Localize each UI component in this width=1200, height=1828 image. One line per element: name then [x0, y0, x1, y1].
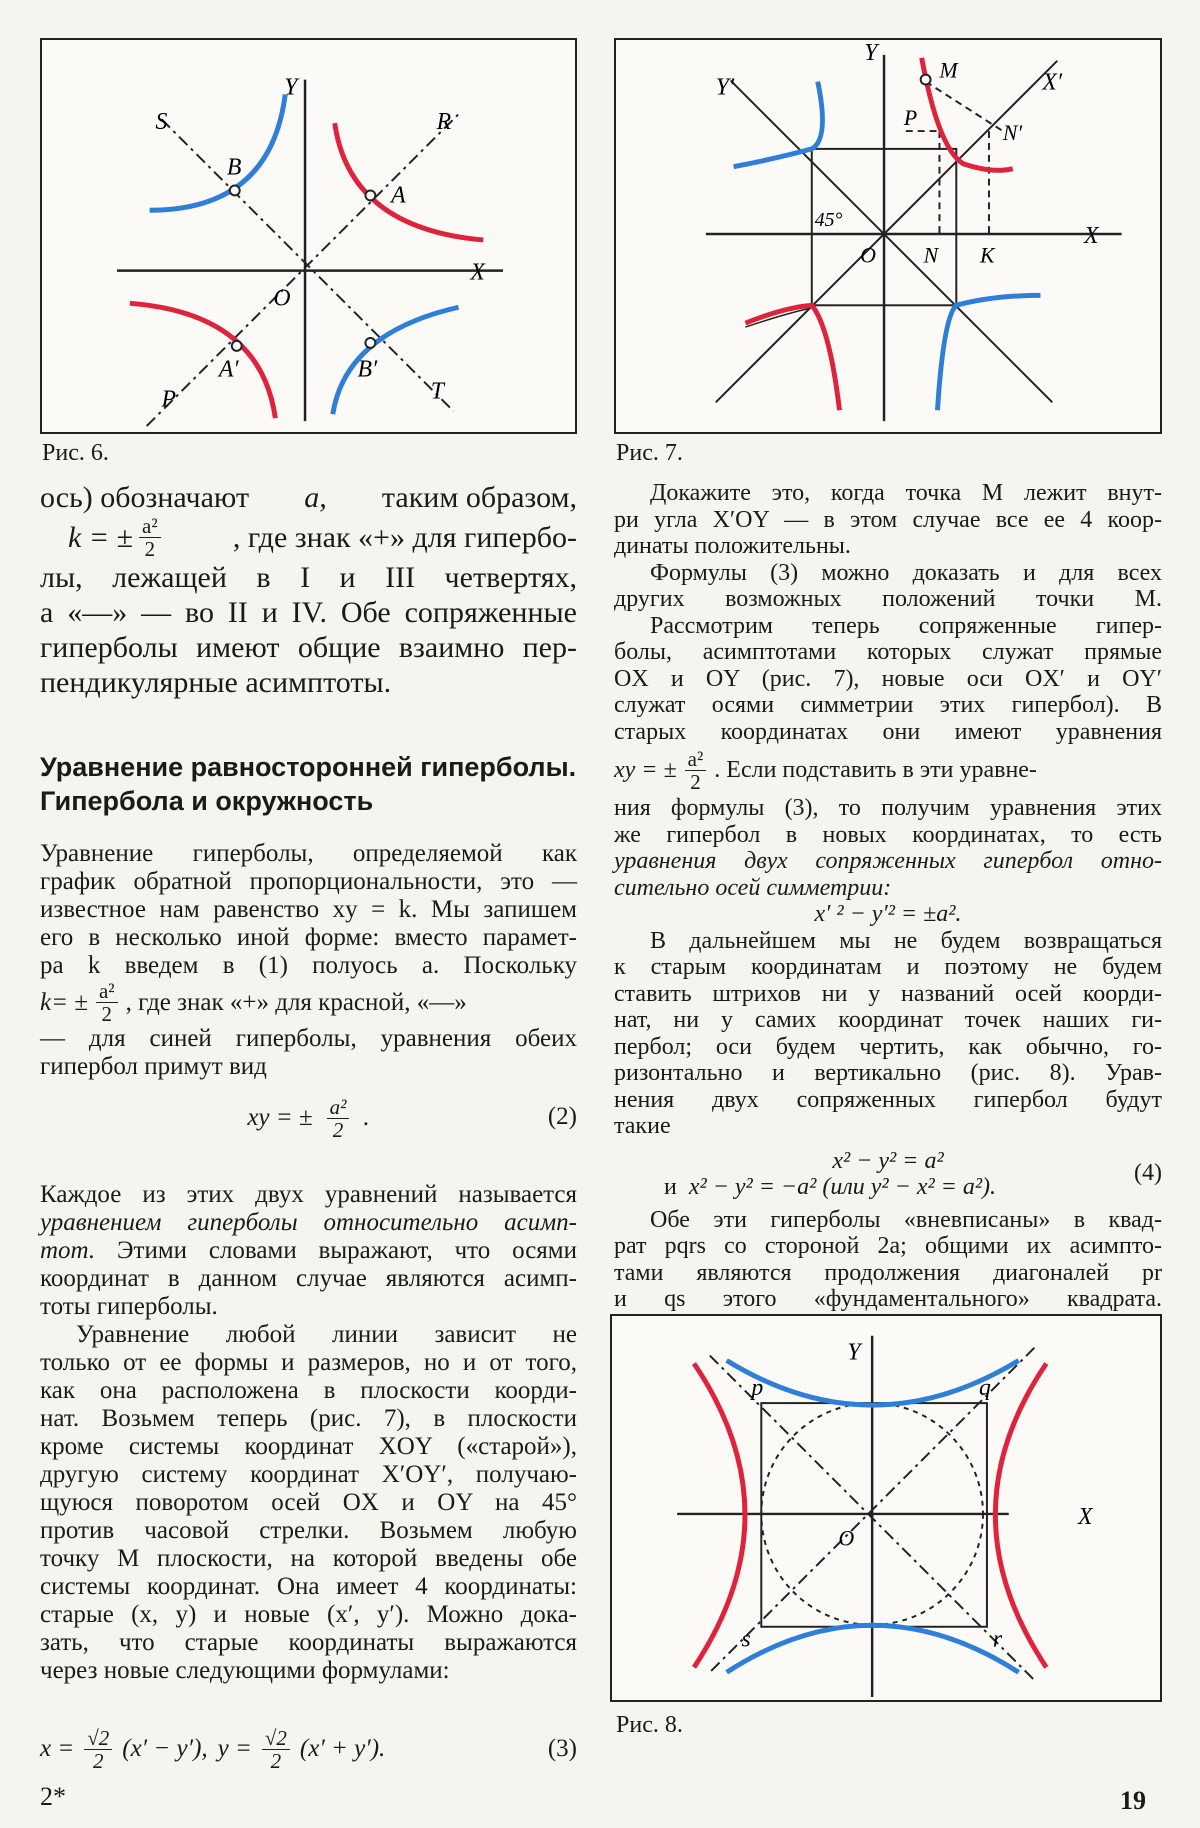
formula-k: k = ±: [68, 521, 134, 554]
figure-6-drawing: [42, 40, 575, 432]
eq3-x: x =: [40, 1735, 75, 1762]
text-line: нат, ни у самих координат точек наших ги-: [614, 1007, 1162, 1033]
point-a: [365, 190, 375, 200]
text-fragment: Этими словами выражают, что осями: [117, 1237, 577, 1264]
formula-xy: xy = ±: [614, 756, 677, 783]
text-line: Формулы (3) можно доказать и для всех: [650, 559, 1162, 586]
text-line: лы, лежащей в I и III четвертях,: [40, 561, 577, 594]
eq2-lhs: xy = ±: [247, 1104, 313, 1131]
page-number: 19: [1120, 1786, 1146, 1815]
eq3-y-rhs: (x′ + y′).: [299, 1735, 386, 1762]
text-line: ризонтально и вертикально (рис. 8). Урав-: [614, 1060, 1162, 1086]
heading-line-1: Уравнение равносторонней гиперболы.: [40, 752, 577, 782]
fraction-num: a²: [685, 748, 707, 771]
text-line: а «—» — во II и IV. Обе сопряженные: [40, 596, 577, 629]
fraction-den: 2: [144, 537, 156, 561]
fraction: [84, 1727, 112, 1772]
label-angle: 45°: [814, 209, 843, 232]
text-line: график обратной пропорциональности, это —: [40, 868, 577, 895]
label-o: O: [838, 1526, 855, 1551]
text-line: точку M плоскости, на которой введены обе: [40, 1545, 577, 1572]
eq4-line-1: x² − y² = a²: [832, 1147, 944, 1174]
fraction: [327, 1096, 350, 1141]
label-x-prime: X′: [1042, 69, 1063, 96]
label-b-prime: B′: [357, 356, 378, 383]
red-branch-1: [922, 58, 1013, 171]
text-line: a,: [304, 481, 327, 514]
text-line: Уравнение любой линии зависит не: [76, 1321, 577, 1348]
red-branch-left: [694, 1364, 745, 1668]
text-line: Уравнение гиперболы, определяемой как: [40, 840, 577, 867]
label-n-prime: N′: [1002, 120, 1023, 145]
point-a-prime: [232, 341, 242, 351]
fraction: [96, 980, 118, 1025]
left-paragraph-1: [40, 480, 577, 700]
equation-4: [614, 1148, 1162, 1201]
label-x: X: [470, 259, 485, 286]
fraction-num: a²: [139, 515, 161, 538]
label-p: p: [751, 1375, 764, 1402]
label-x: X: [1078, 1503, 1093, 1530]
point-b-prime: [365, 338, 375, 348]
point-b: [230, 186, 240, 196]
left-column: [40, 480, 577, 1779]
figure-8: [610, 1314, 1162, 1702]
text-line: сительно осей симметрии:: [614, 874, 892, 901]
left-paragraph-4: [40, 1321, 577, 1685]
text-line: Обе эти гиперболы «вневписаны» в квад-: [650, 1206, 1162, 1233]
fraction-num: a²: [327, 1096, 350, 1119]
label-p: P: [903, 106, 918, 131]
eq4-and: и: [664, 1174, 677, 1200]
label-y: Y: [864, 40, 878, 66]
label-x: X: [1084, 222, 1099, 249]
text-line: служат осями симметрии этих гипербол). В: [614, 692, 1162, 718]
text-line: пербол; оси будем чертить, как обычно, го-: [614, 1033, 1162, 1060]
text-line: щуюся поворотом осей OX и OY на 45°: [40, 1489, 577, 1516]
text-line: такие: [614, 1113, 671, 1139]
text-line: другую систему координат X′OY′, получаю-: [40, 1461, 577, 1488]
text-line: OX и OY (рис. 7), новые оси OX′ и OY′: [614, 665, 1162, 692]
text-line: В дальнейшем мы не будем возвращаться: [650, 927, 1162, 954]
label-s: s: [741, 1626, 751, 1653]
label-y-prime: Y′: [715, 74, 735, 101]
text-line: — для синей гиперболы, уравнения обеих: [40, 1025, 577, 1052]
text-line: старые (x, y) и новые (x′, y′). Можно дока-: [40, 1601, 577, 1628]
text-line: , где знак «+» для гипербо-: [232, 521, 577, 554]
fraction: [139, 515, 161, 560]
text-line: . Если подставить в эти уравне-: [714, 756, 1037, 783]
equation-number: (2): [547, 1103, 577, 1130]
blue-branch-4: [937, 295, 1040, 410]
text-line: нения двух сопряженных гипербол будут: [614, 1086, 1162, 1113]
text-line: ось) обозначают: [40, 481, 250, 514]
label-r: R: [436, 109, 452, 136]
section-heading: [40, 750, 577, 818]
label-n: N: [923, 243, 939, 268]
figure-7-caption: Рис. 7.: [616, 440, 683, 466]
label-a: A: [391, 182, 406, 209]
text-line: зать, что старые координаты выражаются: [40, 1629, 577, 1656]
label-a-prime: A′: [218, 356, 239, 383]
label-r: r: [992, 1626, 1003, 1653]
red-branch-1: [335, 123, 483, 240]
text-line: болы, асимптотами которых служат прямые: [614, 639, 1162, 665]
label-s: S: [155, 109, 168, 136]
label-t: T: [430, 378, 444, 405]
text-line: системы координат. Она имеет 4 координаты:: [40, 1573, 577, 1600]
text-line: Каждое из этих двух уравнений называется: [40, 1181, 577, 1208]
equation-hyperbolas-axes: x′ ² − y′² = ±a².: [814, 901, 962, 927]
label-y: Y: [847, 1339, 861, 1366]
figure-6-caption: Рис. 6.: [42, 440, 109, 466]
text-line: тами являются продолжения диагоналей pr: [614, 1259, 1162, 1286]
eq3-y: y =: [217, 1735, 252, 1762]
heading-line-2: Гипербола и окружность: [40, 786, 374, 816]
right-paragraph-1: [614, 480, 1162, 560]
equation-number: (3): [547, 1735, 577, 1762]
text-line: гипербол примут вид: [40, 1053, 267, 1080]
fraction-den: 2: [270, 1748, 282, 1773]
label-p: P: [161, 386, 177, 413]
fraction-den: 2: [332, 1117, 344, 1142]
text-line: ставить штрихов ни у названий осей коорди-: [614, 980, 1162, 1007]
label-q: q: [979, 1375, 991, 1402]
blue-branch-2: [150, 94, 286, 210]
text-line: только от ее формы и размеров, но и от того,: [40, 1349, 577, 1376]
fraction: [262, 1727, 290, 1772]
label-k: K: [980, 243, 995, 268]
text-line: , где знак «+» для красной, «—»: [125, 988, 467, 1016]
footer-signature: 2*: [40, 1782, 66, 1811]
right-paragraph-2: [614, 560, 1162, 613]
text-line: рат pqrs со стороной 2a; общими их асимпто-: [614, 1233, 1162, 1259]
text-line: Рассмотрим теперь сопряженные гипер-: [650, 612, 1162, 639]
point-m: [921, 75, 931, 85]
left-paragraph-2: [40, 840, 577, 1081]
red-branch-right: [992, 1364, 1046, 1668]
fraction-den: 2: [92, 1748, 104, 1773]
text-line: известное нам равенство xy = k. Мы запишем: [40, 896, 577, 923]
text-line: Докажите это, когда точка M лежит внут-: [650, 480, 1162, 506]
equation-number: (4): [1134, 1159, 1162, 1186]
figure-7: [614, 38, 1162, 434]
text-line: нат. Возьмем теперь (рис. 7), в плоскости: [40, 1405, 577, 1432]
axis-x-prime: [716, 58, 1058, 403]
text-line: уравнением гиперболы относительно асимп-: [40, 1209, 577, 1236]
right-paragraph-3: [614, 613, 1162, 928]
label-y: Y: [284, 74, 298, 101]
text-line: против часовой стрелки. Возьмем любую: [40, 1517, 577, 1544]
figure-7-drawing: [616, 40, 1160, 432]
right-paragraph-4: [614, 928, 1162, 1140]
text-line: таким образом,: [381, 481, 577, 514]
text-line: и qs этого «фундаментального» квадрата.: [614, 1286, 1162, 1312]
text-line: ра k введем в (1) полуось a. Поскольку: [40, 952, 577, 979]
text-line: ри угла X′OY — в этом случае все ее 4 коор-: [614, 506, 1162, 533]
blue-branch-2: [734, 82, 823, 167]
fraction-den: 2: [690, 769, 701, 794]
text-line: уравнения двух сопряженных гипербол отно-: [614, 848, 1162, 874]
text-line: тоты гиперболы.: [40, 1293, 218, 1320]
text-line: к старым координатам и поэтому не будем: [614, 954, 1162, 980]
text-line: через новые следующими формулами:: [40, 1657, 450, 1684]
equation-2: [40, 1089, 577, 1147]
label-m: M: [939, 58, 958, 83]
figure-8-caption: Рис. 8.: [616, 1712, 683, 1738]
text-line: его в несколько иной форме: вместо парамет-: [40, 924, 577, 951]
eq3-x-rhs: (x′ − y′),: [122, 1735, 208, 1762]
label-o: O: [860, 243, 877, 268]
text-line: кроме системы координат XOY («старой»),: [40, 1433, 577, 1460]
text-line: как она расположена в плоскости коорди-: [40, 1377, 577, 1404]
figure-6: [40, 38, 577, 434]
right-paragraph-5: [614, 1207, 1162, 1313]
text-line: старых координатах они имеют уравнения: [614, 718, 1162, 745]
equation-3: [40, 1719, 577, 1779]
text-line: ния формулы (3), то получим уравнения этих: [614, 795, 1162, 821]
fraction: [685, 748, 707, 793]
text-line: же гипербол в новых координатах, то есть: [614, 821, 1162, 848]
text-line: пендикулярные асимптоты.: [40, 666, 392, 699]
label-o: O: [273, 285, 291, 312]
fraction-num: a²: [96, 980, 118, 1003]
text-line: динаты положительны.: [614, 533, 851, 559]
right-column: [614, 480, 1162, 1313]
formula-k: k= ±: [40, 988, 88, 1016]
fraction-num: √2: [84, 1727, 112, 1750]
text-line: гиперболы имеют общие взаимно пер-: [40, 631, 577, 664]
left-paragraph-3: [40, 1181, 577, 1321]
eq2-end: .: [363, 1104, 370, 1131]
label-b: B: [226, 154, 242, 181]
text-line: других возможных положений точки M.: [614, 586, 1162, 612]
fraction-den: 2: [101, 1002, 112, 1026]
figure-8-drawing: [612, 1316, 1160, 1700]
fraction-num: √2: [262, 1727, 290, 1750]
text-fragment: тот.: [40, 1237, 96, 1264]
eq4-line-2: x² − y² = −a² (или y² − x² = a²).: [688, 1174, 997, 1200]
text-line: координат в данном случае являются асимп-: [40, 1265, 577, 1292]
